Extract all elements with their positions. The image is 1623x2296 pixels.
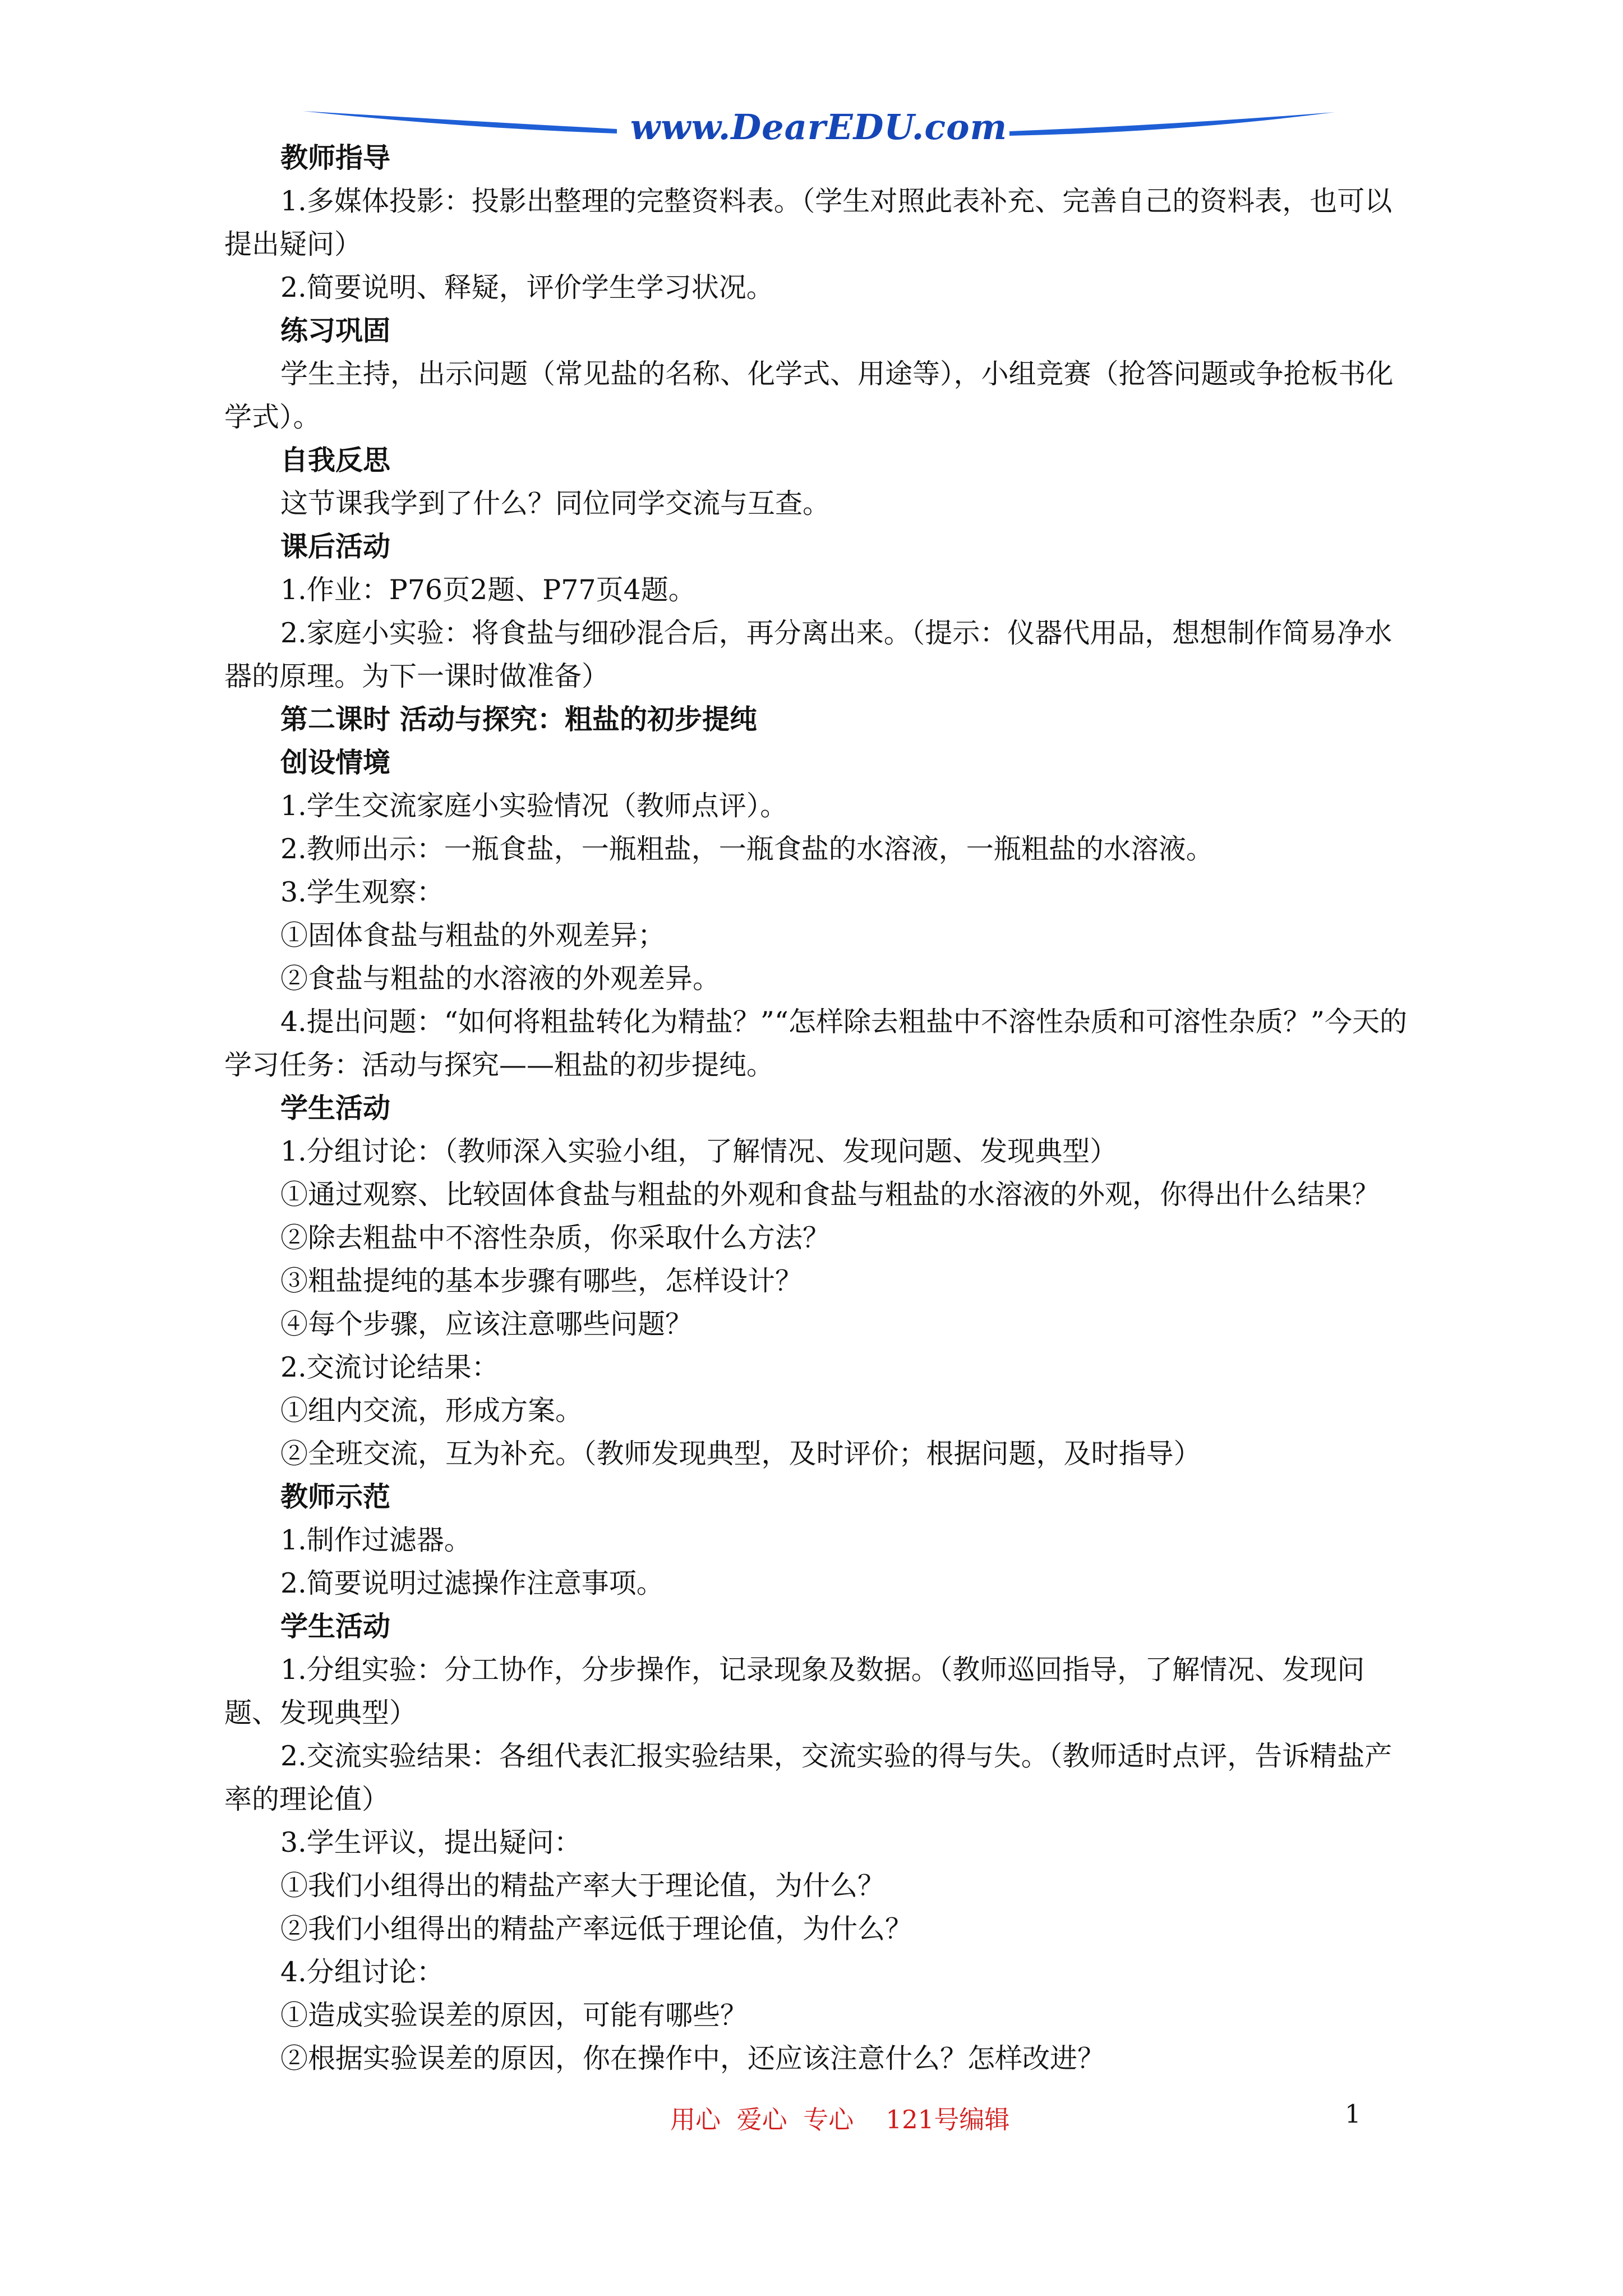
paragraph: ④每个步骤，应该注意哪些问题？ [280,1308,693,1340]
paragraph: 这节课我学到了什么？同位同学交流与互查。 [280,487,831,519]
paragraph: 1.多媒体投影：投影出整理的完整资料表。（学生对照此表补充、完善自己的资料表，也可以提出疑问） [224,185,1393,260]
paragraph: ①通过观察、比较固体食盐与粗盐的外观和食盐与粗盐的水溶液的外观，你得出什么结果？ [280,1179,1380,1211]
paragraph: 4.提出问题：“如何将粗盐转化为精盐？”“怎样除去粗盐中不溶性杂质和可溶性杂质？”今天的学习任务：活动与探究——粗盐的初步提纯。 [224,1006,1407,1081]
paragraph: 1.作业：P76页2题、P77页4题。 [280,574,696,606]
section-heading: 练习巩固 [280,315,391,347]
paragraph: 3.学生评议，提出疑问： [280,1826,582,1858]
document-body [224,136,1408,2080]
paragraph: ①我们小组得出的精盐产率大于理论值，为什么？ [280,1870,886,1902]
paragraph: 学生主持，出示问题（常见盐的名称、化学式、用途等），小组竞赛（抢答问题或争抢板书化学式）。 [224,358,1394,433]
paragraph: 1.分组讨论：（教师深入实验小组，了解情况、发现问题、发现典型） [280,1135,1118,1167]
paragraph: 1.制作过滤器。 [280,1524,472,1556]
section-heading: 教师示范 [280,1481,391,1513]
paragraph: ①造成实验误差的原因，可能有哪些？ [280,1999,748,2031]
paragraph: 1.分组实验：分工协作，分步操作，记录现象及数据。（教师巡回指导，了解情况、发现问题、发现典型） [224,1654,1365,1729]
paragraph: ①固体食盐与粗盐的外观差异； [280,919,666,951]
page-number: 1 [1345,2099,1361,2129]
paragraph: ②我们小组得出的精盐产率远低于理论值，为什么？ [280,1913,913,1945]
paragraph: ②除去粗盐中不溶性杂质，你采取什么方法？ [280,1222,831,1254]
section-heading: 教师指导 [280,142,391,174]
paragraph: ②食盐与粗盐的水溶液的外观差异。 [280,963,721,995]
paragraph: 2.交流讨论结果： [280,1351,499,1383]
paragraph: 1.学生交流家庭小实验情况（教师点评）。 [280,790,788,822]
paragraph: ②全班交流，互为补充。（教师发现典型，及时评价；根据问题，及时指导） [280,1438,1201,1470]
paragraph: 2.简要说明过滤操作注意事项。 [280,1567,664,1599]
section-heading: 创设情境 [280,747,391,779]
paragraph: ③粗盐提纯的基本步骤有哪些，怎样设计？ [280,1265,803,1297]
paragraph: 2.教师出示：一瓶食盐，一瓶粗盐，一瓶食盐的水溶液，一瓶粗盐的水溶液。 [280,833,1214,865]
paragraph: 2.家庭小实验：将食盐与细砂混合后，再分离出来。（提示：仪器代用品，想想制作简易净水器的原理。为下一课时做准备） [224,617,1393,692]
section-heading: 学生活动 [280,1092,391,1124]
site-url: www.DearEDU.com [630,107,1008,148]
paragraph: ①组内交流，形成方案。 [280,1395,583,1427]
paragraph: 2.简要说明、释疑，评价学生学习状况。 [280,272,774,303]
paragraph: 3.学生观察： [280,876,444,908]
section-heading: 自我反思 [280,444,391,476]
paragraph: 2.交流实验结果：各组代表汇报实验结果，交流实验的得与失。（教师适时点评，告诉精盐产率的理论值） [224,1740,1393,1815]
section-heading: 第二课时 活动与探究：粗盐的初步提纯 [280,703,758,735]
section-heading: 学生活动 [280,1611,391,1642]
footer-text: 用心 爱心 专心 121号编辑 [670,2105,1010,2134]
paragraph: 4.分组讨论： [280,1956,444,1988]
paragraph: ②根据实验误差的原因，你在操作中，还应该注意什么？怎样改进？ [280,2042,1105,2074]
section-heading: 课后活动 [280,531,391,563]
